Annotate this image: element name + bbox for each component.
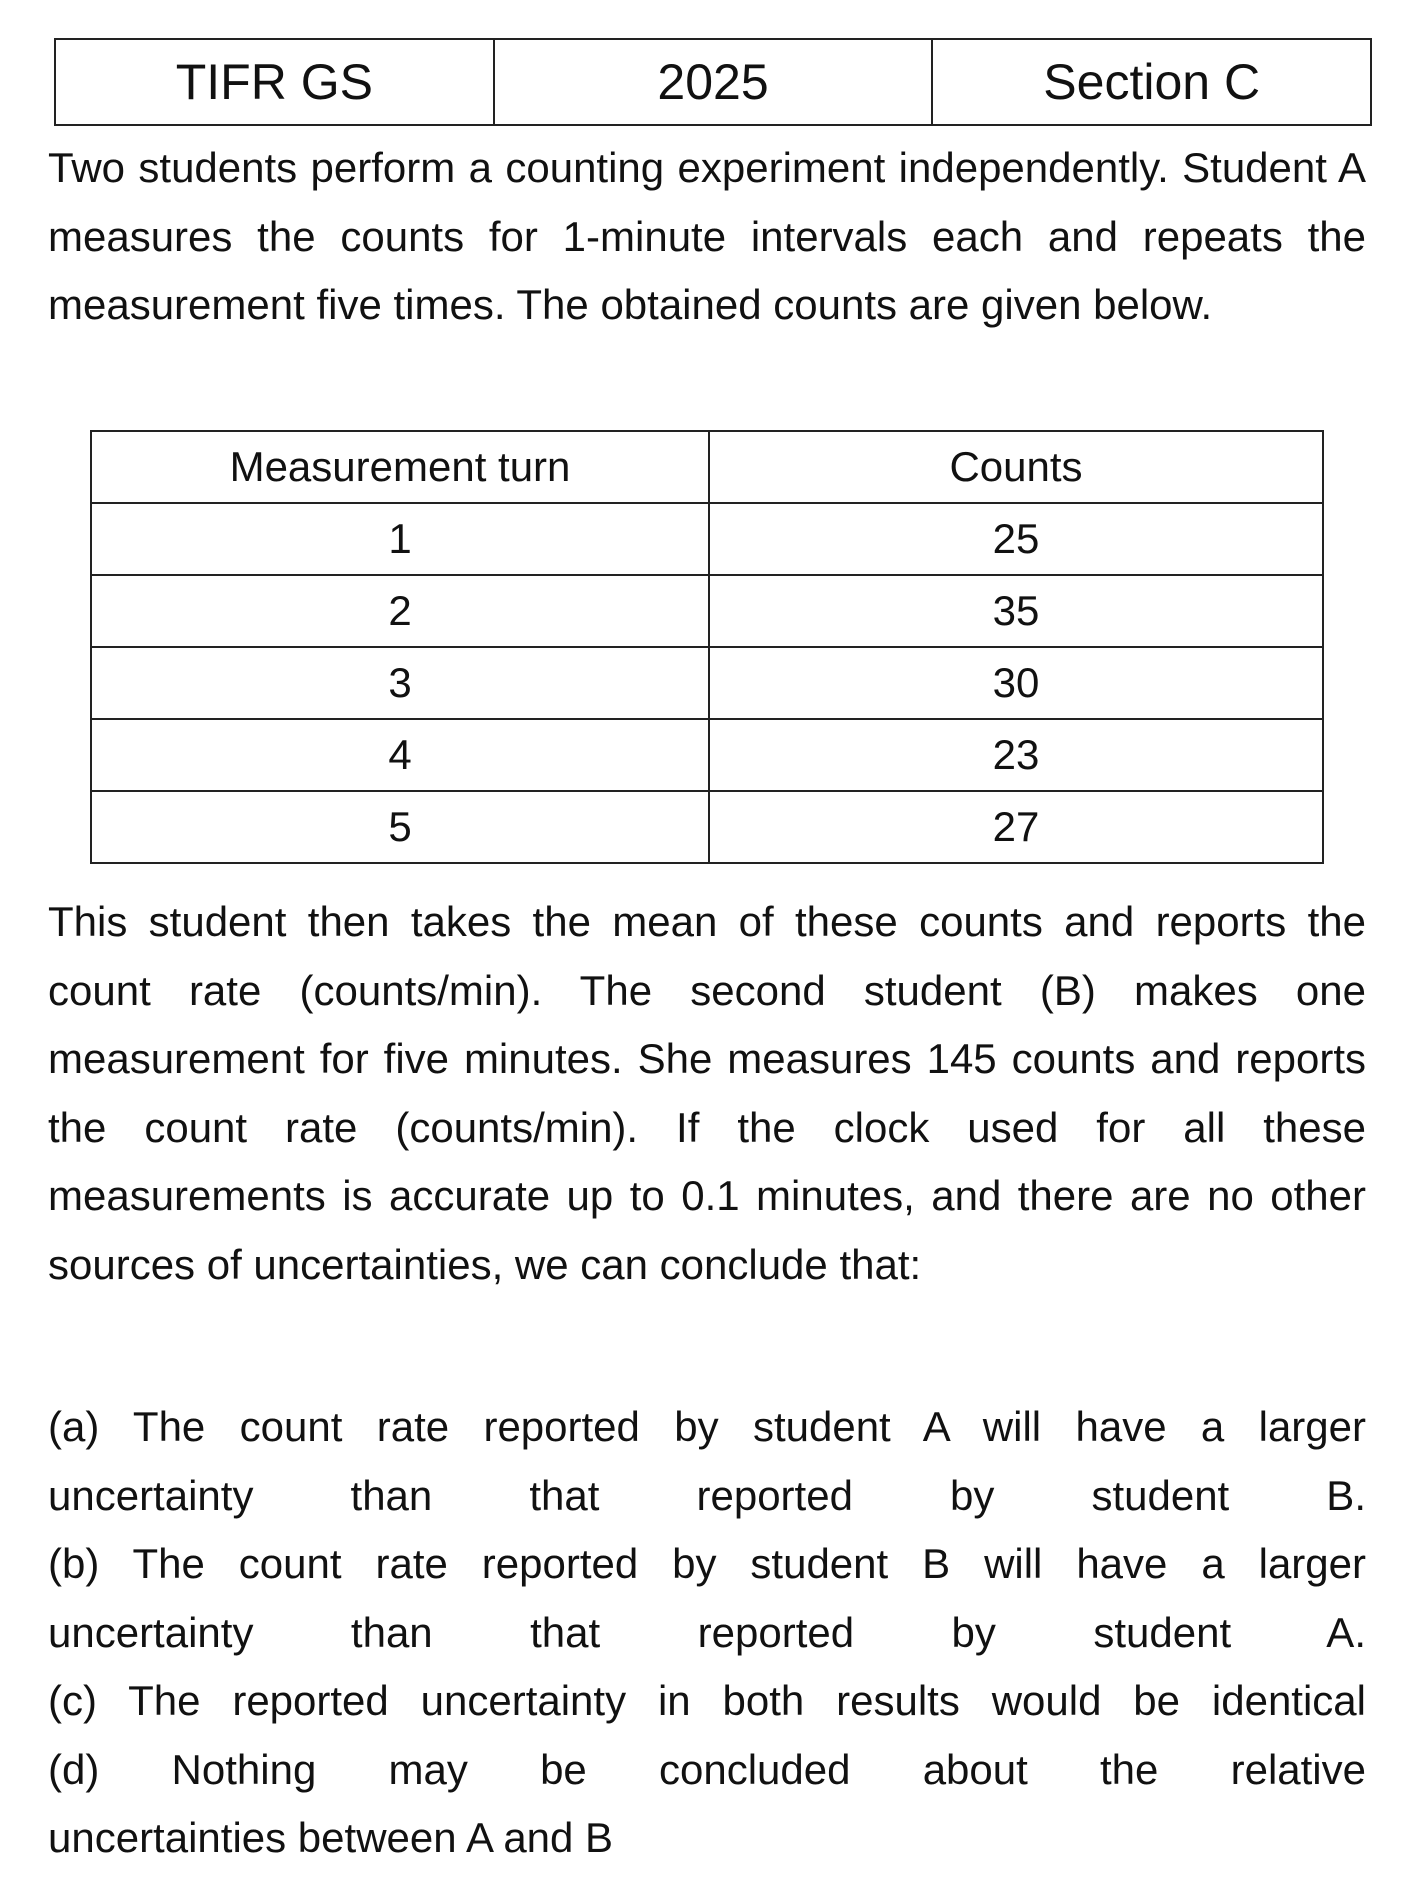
option-a-line2: uncertainty than that reported by student B. [48,1471,1366,1519]
table-row [91,719,1323,791]
answer-options [48,1393,1366,1873]
cell-turn: 1 [91,503,709,575]
cell-counts: 35 [709,575,1323,647]
table-row [91,647,1323,719]
column-header-turn: Measurement turn [91,431,709,503]
table-header-row [91,431,1323,503]
cell-turn: 5 [91,791,709,863]
cell-counts: 25 [709,503,1323,575]
cell-turn: 3 [91,647,709,719]
option-d-line2: uncertainties between A and B [48,1814,614,1861]
cell-turn: 2 [91,575,709,647]
option-b-line2: uncertainty than that reported by student A. [48,1608,1366,1656]
question-intro: Two students perform a counting experiment independently. Student A measures the counts for 1-minute intervals each and repeats the measurement five times. The obtained counts are given below. [48,144,1366,328]
header-table [54,38,1372,126]
option-c: (c) The reported uncertainty in both results would be identical [48,1677,1366,1724]
option-d-line1: (d) Nothing may be concluded about the relative [48,1745,1366,1793]
table-row [91,791,1323,863]
option-b-line1: (b) The count rate reported by student B will have a larger [48,1540,1366,1587]
counts-table [90,430,1324,864]
cell-counts: 23 [709,719,1323,791]
header-exam: TIFR GS [56,40,495,124]
table-row [91,575,1323,647]
option-a-line1: (a) The count rate reported by student A will have a larger [48,1403,1366,1450]
table-row [91,503,1323,575]
header-section: Section C [1043,54,1261,110]
cell-counts: 30 [709,647,1323,719]
column-header-counts: Counts [709,431,1323,503]
header-year: 2025 [495,40,934,124]
question-body: This student then takes the mean of these counts and reports the count rate (counts/min). The second student (B) makes one measurement for five minutes. She measures 145 counts and reports the count rate (counts/min). If the clock used for all these measurements is accurate up to 0.1 minutes, and there are no other sources of uncertainties, we can conclude that: [48,898,1366,1288]
cell-counts: 27 [709,791,1323,863]
cell-turn: 4 [91,719,709,791]
